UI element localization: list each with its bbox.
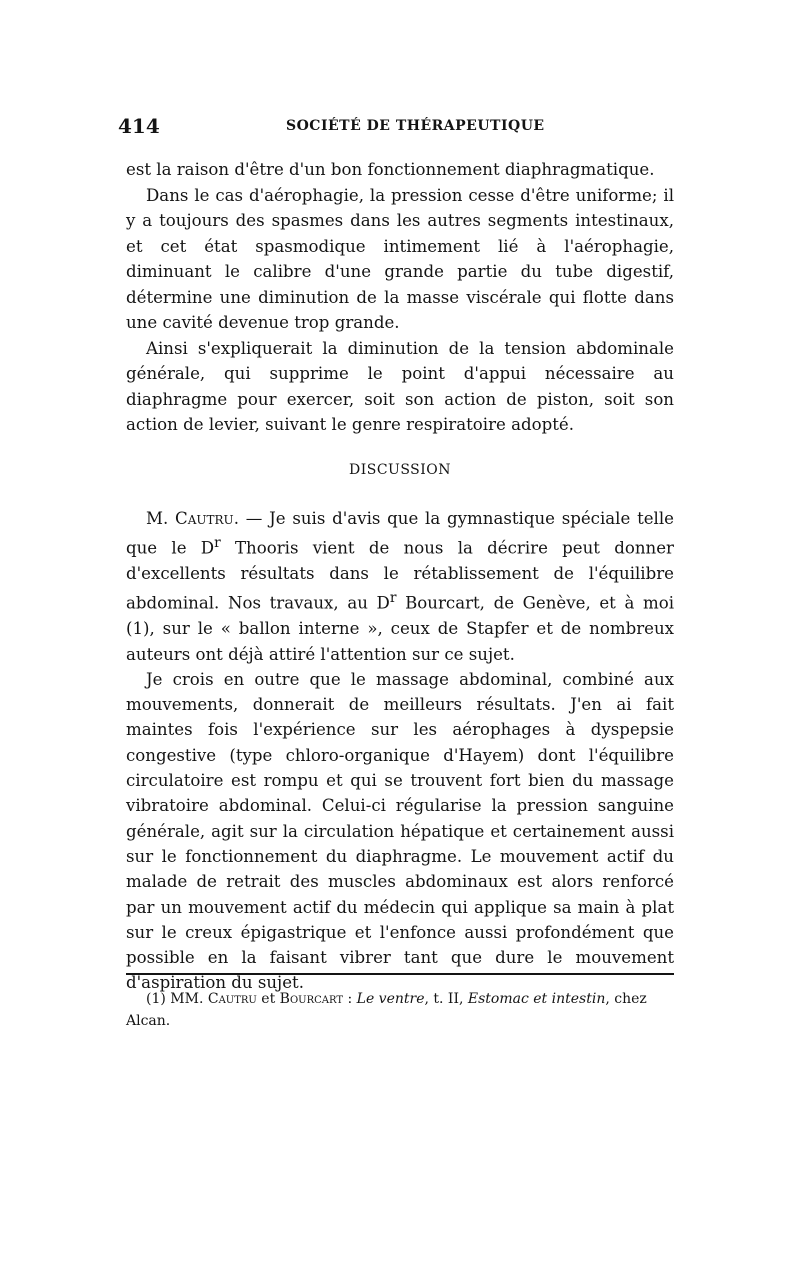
page-header bbox=[118, 114, 678, 142]
footnote-title-2: Estomac et intestin bbox=[467, 991, 606, 1007]
paragraph-continuation: est la raison d'être d'un bon fonctionnement diaphragmatique. bbox=[126, 160, 655, 179]
footnote-author-2: Bourcart bbox=[279, 991, 344, 1007]
footnote-end: , chez Alcan. bbox=[126, 991, 647, 1029]
running-title: SOCIÉTÉ DE THÉRAPEUTIQUE bbox=[286, 118, 545, 134]
footnote-rule bbox=[126, 973, 674, 975]
body-text bbox=[126, 157, 674, 438]
discussion-paragraph-1 bbox=[126, 506, 674, 667]
page-number: 414 bbox=[118, 114, 160, 138]
footnote-conj: et bbox=[256, 991, 280, 1007]
footnote-marker: (1) MM. bbox=[146, 991, 208, 1007]
footnote bbox=[126, 988, 674, 1032]
paragraph-aerophagie: Dans le cas d'aérophagie, la pression cesse d'être uniforme; il y a toujours des spasmes dans les autres segments intestinaux, et cet état spasmodique intimement lié à l'aérophagie, diminuant le calibre d'une grande partie du tube digestif, détermine une diminution de la masse viscérale qui flotte dans une cavité devenue trop grande. bbox=[126, 185, 674, 332]
superscript-r: r bbox=[214, 535, 221, 552]
paragraph-tension: Ainsi s'expliquerait la diminution de la tension abdominale générale, qui supprime le point d'appui nécessaire au diaphragme pour exercer, soit son action de piston, soit son action de levier, suivant le genre respiratoire adopté. bbox=[126, 338, 674, 434]
section-heading-discussion: DISCUSSION bbox=[348, 462, 452, 478]
speaker-prefix: M. bbox=[146, 509, 176, 528]
footnote-mid: , t. II, bbox=[424, 991, 468, 1007]
discussion-text-part-c: Bourcart, de Genève, et à moi (1), sur le « ballon interne », ceux de Stapfer et de nombreux auteurs ont déjà attiré l'attention sur ce sujet. bbox=[126, 593, 675, 664]
discussion-text-part-b: Thooris vient de nous la décrire peut donner d'excellents résultats dans le rétablissement de l'équilibre abdominal. Nos travaux, au D bbox=[126, 538, 674, 613]
footnote-colon: : bbox=[343, 991, 357, 1007]
superscript-r-2: r bbox=[389, 590, 397, 607]
discussion-text bbox=[126, 506, 674, 996]
discussion-text-part-a: . — Je suis d'avis que la gymnastique spéciale telle que le D bbox=[126, 509, 674, 558]
footnote-author-1: Cautru bbox=[207, 991, 257, 1007]
footnote-title-1: Le ventre bbox=[356, 991, 425, 1007]
discussion-paragraph-2: Je crois en outre que le massage abdominal, combiné aux mouvements, donnerait de meilleurs résultats. J'en ai fait maintes fois l'expérience sur les aérophages à dyspepsie congestive (type chloro-organique d'Hayem) dont l'équilibre circulatoire est rompu et qui se trouvent fort bien du massage vibratoire abdominal. Celui-ci régularise la pression sanguine générale, agit sur la circulation hépatique et certainement aussi sur le fonctionnement du diaphragme. Le mouvement actif du malade de retrait des muscles abdominaux est alors renforcé par un mouvement actif du médecin qui applique sa main à plat sur le creux épigastrique et l'enfonce aussi profondément que possible en la faisant vibrer tant que dure le mouvement d'aspiration du sujet. bbox=[126, 669, 674, 993]
speaker-name: Cautru bbox=[175, 509, 234, 528]
